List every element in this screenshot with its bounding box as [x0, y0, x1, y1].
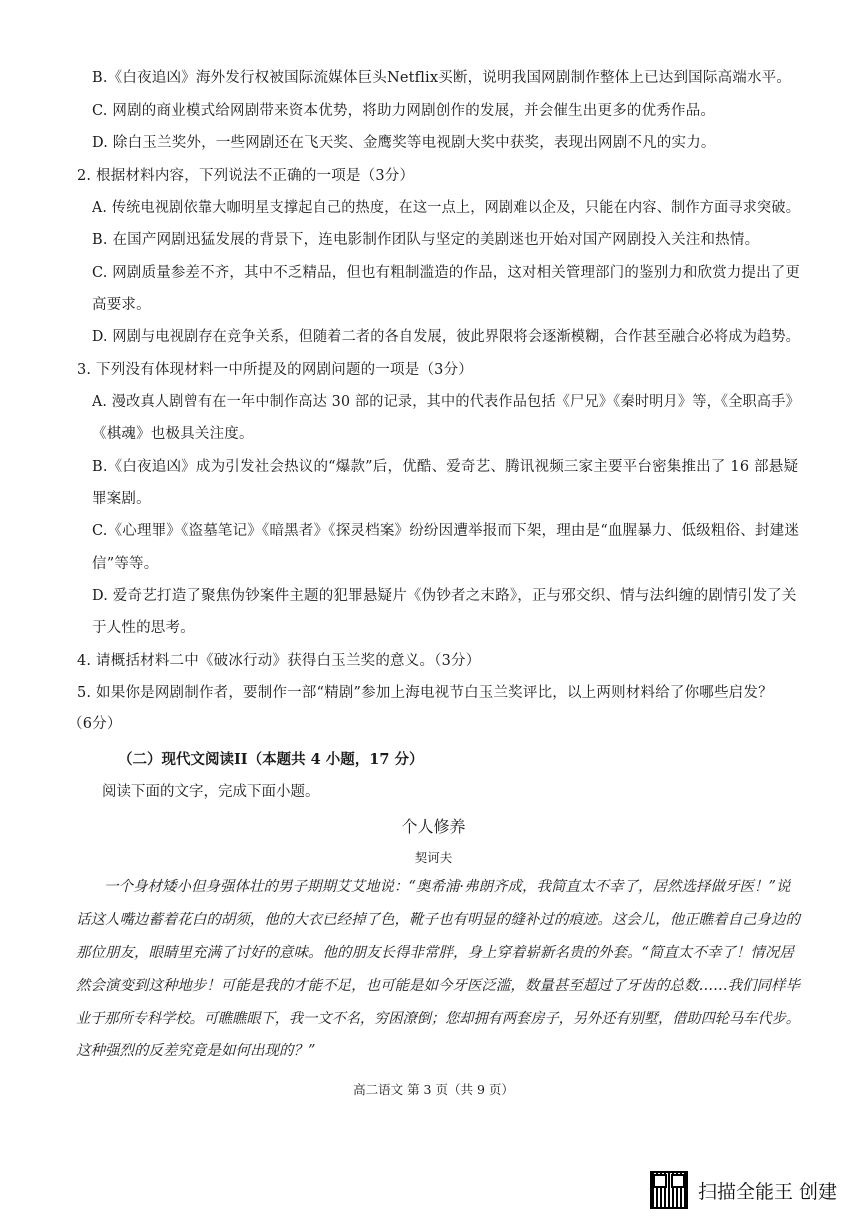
story-line-3: 那位朋友，眼睛里充满了讨好的意味。他的朋友长得非常胖，身上穿着崭新名贵的外套。“简直太不幸了！情况居	[76, 945, 794, 961]
option-3d-line1: D. 爱奇艺打造了聚焦伪钞案件主题的犯罪悬疑片《伪钞者之末路》，正与邪交织、情与法纠缠的剧情引发了关	[92, 588, 797, 604]
section-title: （二）现代文阅读II（本题共 4 小题，17 分）	[118, 751, 424, 768]
option-1d: D. 除白玉兰奖外，一些网剧还在飞天奖、金鹰奖等电视剧大奖中获奖，表现出网剧不凡的实力。	[92, 135, 716, 151]
story-line-5: 业于那所专科学校。可瞧瞧眼下，我一文不名，穷困潦倒；您却拥有两套房子，另外还有别墅，借助四轮马车代步。	[76, 1011, 800, 1027]
reading-instruction: 阅读下面的文字，完成下面小题。	[102, 784, 320, 800]
option-1c: C. 网剧的商业模式给网剧带来资本优势，将助力网剧创作的发展，并会催生出更多的优秀作品。	[92, 103, 716, 119]
story-author: 契诃夫	[414, 850, 453, 865]
option-3b-line2: 罪案剧。	[92, 491, 151, 507]
option-3a-line1: A. 漫改真人剧曾有在一年中制作高达 30 部的记录，其中的代表作品包括《尸兄》《秦时明月》等，《全职高手》	[92, 394, 800, 410]
option-3c-line1: C.《心理罪》《盗墓笔记》《暗黑者》《探灵档案》纷纷因遭举报而下架，理由是“血腥暴力、低级粗俗、封建迷	[92, 523, 800, 539]
watermark-text: 扫描全能王 创建	[698, 1180, 838, 1203]
story-title: 个人修养	[401, 817, 466, 836]
option-3d-line2: 于人性的思考。	[92, 620, 195, 636]
option-2a: A. 传统电视剧依靠大咖明星支撑起自己的热度，在这一点上，网剧难以企及，只能在内容、制作方面寻求突破。	[92, 200, 801, 216]
option-3a-line2: 《棋魂》也极具关注度。	[92, 426, 254, 442]
option-2b: B. 在国产网剧迅猛发展的背景下，连电影制作团队与坚定的美剧迷也开始对国产网剧投入关注和热情。	[92, 232, 760, 248]
story-line-2: 话这人嘴边蓄着花白的胡须，他的大衣已经掉了色，靴子也有明显的缝补过的痕迹。这会儿，他正瞧着自己身边的	[76, 912, 800, 928]
qr-code-icon	[650, 1171, 688, 1209]
question-4: 4. 请概括材料二中《破冰行动》获得白玉兰奖的意义。（3分）	[77, 653, 481, 669]
question-3: 3. 下列没有体现材料一中所提及的网剧问题的一项是（3分）	[77, 362, 473, 378]
option-3c-line2: 信”等等。	[92, 556, 159, 572]
story-line-6: 这种强烈的反差究竟是如何出现的？”	[76, 1043, 316, 1059]
story-line-1: 一个身材矮小但身强体壮的男子期期艾艾地说：“奥希浦·弗朗齐成，我简直太不幸了，居然选择做牙医！”说	[104, 879, 791, 895]
option-1b: B.《白夜追凶》海外发行权被国际流媒体巨头Netflix买断，说明我国网剧制作整体上已达到国际高端水平。	[92, 70, 792, 86]
story-line-4: 然会演变到这种地步！可能是我的才能不足，也可能是如今牙医泛滥，数量甚至超过了牙齿的总数……我们同样毕	[76, 978, 800, 994]
option-2c-line2: 高要求。	[92, 297, 151, 313]
question-5-line1: 5. 如果你是网剧制作者，要制作一部“精剧”参加上海电视节白玉兰奖评比，以上两则材料给了你哪些启发？	[77, 685, 773, 701]
question-2: 2. 根据材料内容，下列说法不正确的一项是（3分）	[77, 168, 415, 184]
option-3b-line1: B.《白夜追凶》成为引发社会热议的“爆款”后，优酷、爱奇艺、腾讯视频三家主要平台密集推出了 16 部悬疑	[92, 459, 799, 475]
page-footer: 高二语文 第 3 页（共 9 页）	[353, 1082, 514, 1097]
scanner-watermark	[650, 1170, 837, 1210]
question-5-line2: （6分）	[68, 716, 122, 732]
option-2c-line1: C. 网剧质量参差不齐，其中不乏精品，但也有粗制滥造的作品，这对相关管理部门的鉴别力和欣赏力提出了更	[92, 265, 801, 281]
option-2d: D. 网剧与电视剧存在竞争关系，但随着二者的各自发展，彼此界限将会逐渐模糊，合作甚至融合必将成为趋势。	[92, 329, 801, 345]
